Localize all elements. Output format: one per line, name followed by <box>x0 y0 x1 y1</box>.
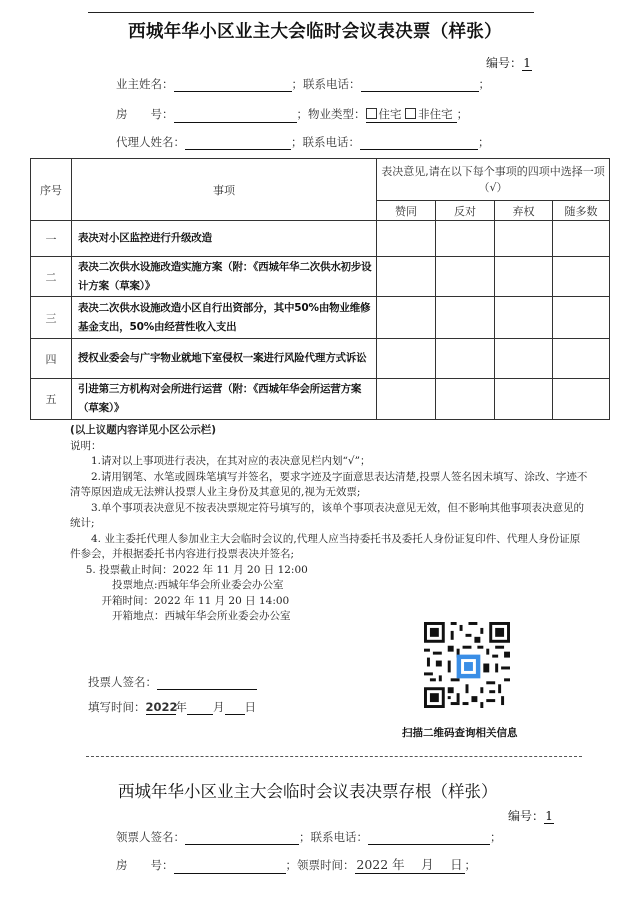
stub-room-field[interactable] <box>174 860 286 874</box>
vote-abstain-cell[interactable] <box>495 257 553 297</box>
vote-approve-cell[interactable] <box>377 339 436 379</box>
vote-oppose-cell[interactable] <box>436 339 495 379</box>
room-row: 房 号： ；物业类型： 住宅 非住宅 ； <box>116 107 469 121</box>
voter-sign-label: 投票人签名： <box>88 675 157 689</box>
owner-name-field[interactable] <box>174 78 292 92</box>
opinion-oppose-header: 反对 <box>436 201 495 221</box>
proxy-phone-label: ；联系电话： <box>291 135 360 149</box>
row-item: 表决二次供水设施改造小区自行出资部分，其中50%由物业维修基金支出，50%由经营性收入支出 <box>72 297 377 339</box>
row-item: 表决二次供水设施改造实施方案（附：《西城年华二次供水初步设计方案（草案）》 <box>72 257 377 297</box>
room-label: 房 号： <box>116 107 174 121</box>
table-header-row <box>31 159 610 201</box>
stub-title: 西城年华小区业主大会临时会议表决票存根（样张） <box>118 782 498 801</box>
qr-code-icon <box>424 622 510 708</box>
table-row <box>31 379 610 420</box>
agenda-note: (以上议题内容详见小区公示栏) <box>70 424 217 436</box>
note-item-5-deadline: 5. 投票截止时间：2022 年 11 月 20 日 12:00 <box>85 563 308 576</box>
form-number: 编号：1 <box>486 56 531 70</box>
vote-approve-cell[interactable] <box>377 297 436 339</box>
page-title: 西城年华小区业主大会临时会议表决票（样张） <box>128 22 502 42</box>
voter-sign-field[interactable] <box>157 676 257 690</box>
fill-month-field[interactable] <box>187 701 213 715</box>
vote-majority-cell[interactable] <box>553 221 610 257</box>
vote-approve-cell[interactable] <box>377 221 436 257</box>
col-item-header: 事项 <box>72 159 377 221</box>
table-row <box>31 221 610 257</box>
vote-table <box>30 158 610 420</box>
fill-day-field[interactable] <box>225 701 245 715</box>
top-rule <box>88 12 534 13</box>
stub-receive-time: 2022 年 月 日 <box>356 857 463 872</box>
vote-majority-cell[interactable] <box>553 339 610 379</box>
note-item-2: 2.请用钢笔、水笔或圆珠笔填写并签名，要求字迹及字面意思表达清楚,投票人签名因未填写、涂改、字迹不清等原因造成无法辨认投票人业主身份及其意见的,视为无效票; <box>70 470 588 498</box>
table-row <box>31 339 610 379</box>
opinion-approve-header: 赞同 <box>377 201 436 221</box>
form-number-value: 1 <box>523 56 531 70</box>
row-seq: 二 <box>31 257 72 297</box>
note-item-4: 4. 业主委托代理人参加业主大会临时会议的,代理人应当持委托书及委托人身份证复印件、代理人身份证原件参会，并根据委托书内容进行投票表决并签名; <box>70 532 581 560</box>
stub-receiver-row: 领票人签名： ；联系电话： ； <box>116 830 502 844</box>
vote-oppose-cell[interactable] <box>436 297 495 339</box>
stub-number-value: 1 <box>545 809 553 823</box>
row-seq: 四 <box>31 339 72 379</box>
fill-year: 2022 <box>145 700 178 714</box>
table-row <box>31 297 610 339</box>
opinion-majority-header: 随多数 <box>553 201 610 221</box>
fill-time-row: 填写时间：2022年 月 日 <box>88 700 256 714</box>
owner-phone-field[interactable] <box>361 78 479 92</box>
proxy-name-field[interactable] <box>185 136 291 150</box>
vote-abstain-cell[interactable] <box>495 379 553 420</box>
row-item: 表决对小区监控进行升级改造 <box>72 221 377 257</box>
voter-sign-row <box>88 674 257 690</box>
vote-approve-cell[interactable] <box>377 379 436 420</box>
vote-approve-cell[interactable] <box>377 257 436 297</box>
proxy-row: 代理人姓名： ；联系电话： ； <box>116 135 490 149</box>
property-type-options: 住宅 非住宅 <box>366 106 457 123</box>
property-type-label: ；物业类型： <box>296 107 366 121</box>
note-item-5-opening-location: 开箱地点：西城年华会所业委会办公室 <box>112 610 291 622</box>
row-item: 引进第三方机构对会所进行运营（附：《西城年华会所运营方案（草案）》 <box>72 379 377 420</box>
owner-name-label: 业主姓名： <box>116 77 174 91</box>
vote-oppose-cell[interactable] <box>436 379 495 420</box>
col-opinion-header: 表决意见,请在以下每个事项的四项中选择一项（√） <box>377 159 610 201</box>
vote-majority-cell[interactable] <box>553 379 610 420</box>
proxy-phone-field[interactable] <box>360 136 478 150</box>
owner-phone-label: ；联系电话： <box>291 77 361 91</box>
opinion-abstain-header: 弃权 <box>495 201 553 221</box>
vote-abstain-cell[interactable] <box>495 297 553 339</box>
vote-abstain-cell[interactable] <box>495 221 553 257</box>
stub-phone-field[interactable] <box>368 831 490 845</box>
row-seq: 五 <box>31 379 72 420</box>
qr-caption: 扫描二维码查询相关信息 <box>402 727 518 739</box>
stub-receiver-label: 领票人签名： <box>116 830 185 844</box>
proxy-name-label: 代理人姓名： <box>116 135 185 149</box>
vote-majority-cell[interactable] <box>553 257 610 297</box>
stub-number: 编号：1 <box>508 809 553 823</box>
row-seq: 三 <box>31 297 72 339</box>
vote-oppose-cell[interactable] <box>436 221 495 257</box>
vote-oppose-cell[interactable] <box>436 257 495 297</box>
note-item-5-location: 投票地点:西城年华会所业委会办公室 <box>112 579 284 591</box>
vote-abstain-cell[interactable] <box>495 339 553 379</box>
col-seq-header: 序号 <box>31 159 72 221</box>
notes-section <box>70 423 590 625</box>
fill-time-label: 填写时间： <box>88 700 146 714</box>
owner-row: 业主姓名： ；联系电话： ； <box>116 77 490 91</box>
row-item: 授权业委会与广宇物业就地下室侵权一案进行风险代理方式诉讼 <box>72 339 377 379</box>
residential-checkbox[interactable] <box>366 108 377 119</box>
nonresidential-checkbox[interactable] <box>405 108 416 119</box>
note-item-5-opening: 开箱时间：2022 年 11 月 20 日 14:00 <box>101 594 290 607</box>
row-seq: 一 <box>31 221 72 257</box>
stub-receiver-field[interactable] <box>185 831 299 845</box>
tear-line <box>86 756 582 757</box>
vote-majority-cell[interactable] <box>553 297 610 339</box>
table-row <box>31 257 610 297</box>
stub-room-label: 房 号： <box>116 858 174 872</box>
note-item-1: 1.请对以上事项进行表决，在其对应的表决意见栏内划“√”； <box>91 455 371 467</box>
stub-room-row: 房 号： ；领票时间： 2022 年 月 日 ； <box>116 857 476 872</box>
room-field[interactable] <box>174 109 297 123</box>
stub-phone-label: ；联系电话： <box>299 830 368 844</box>
notes-heading: 说明： <box>70 439 102 452</box>
note-item-3: 3.单个事项表决意见不按表决票规定符号填写的，该单个事项表决意见无效，但不影响其他事项表决意见的统计; <box>70 501 585 529</box>
stub-receive-time-label: ；领票时间： <box>285 858 355 872</box>
